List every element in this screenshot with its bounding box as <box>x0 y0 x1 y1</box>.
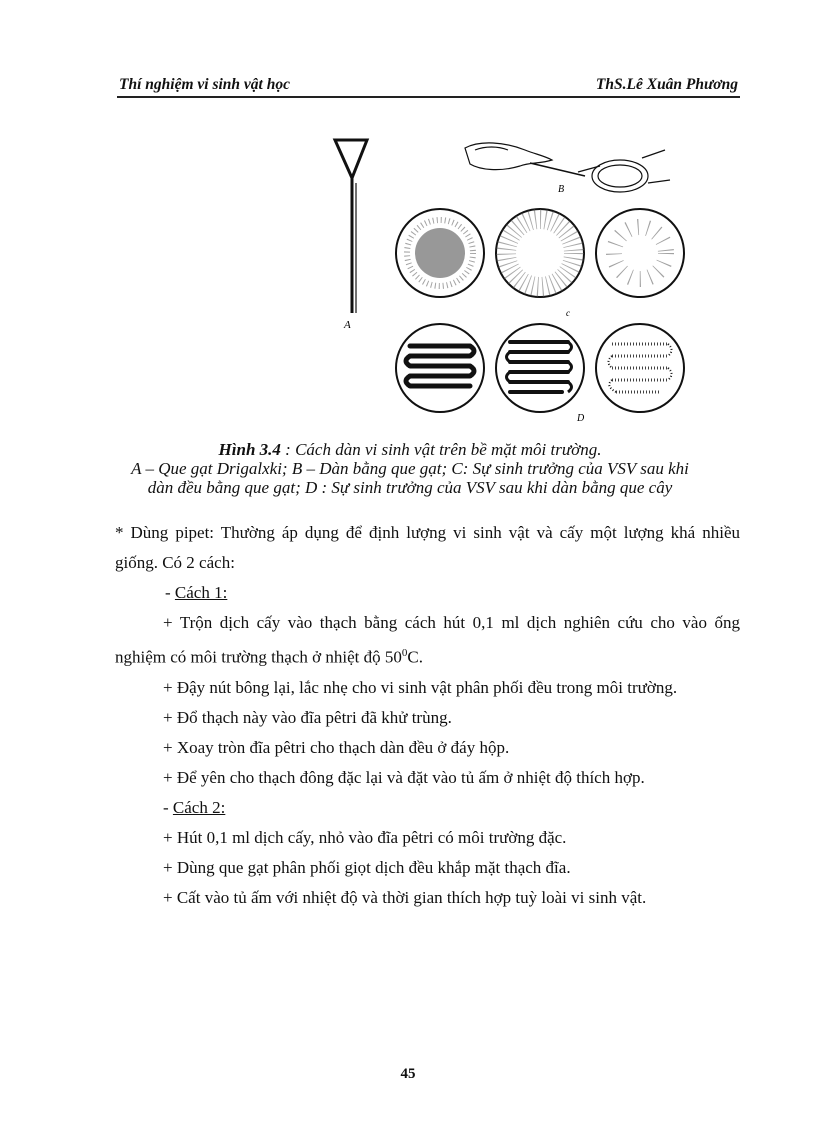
method-1-heading <box>115 578 740 608</box>
hand-spreading-illustration <box>465 143 670 192</box>
petri-dish-dense <box>396 209 484 297</box>
drigalski-spreader <box>335 140 367 313</box>
label-b: B <box>558 184 565 195</box>
figure-drawing <box>330 128 700 428</box>
method-2-heading <box>115 793 740 823</box>
petri-dish-streak-2 <box>496 324 584 412</box>
method-2-step-3: + Cất vào tủ ấm với nhiệt độ và thời gian thích hợp tuỳ loài vi sinh vật. <box>163 887 647 907</box>
superscript: 0 <box>401 647 408 659</box>
method-1-step-3: + Đổ thạch này vào đĩa pêtri đã khử trùng. <box>163 707 452 727</box>
petri-dish-streak-3 <box>596 324 684 412</box>
method-1-step-4: + Xoay tròn đĩa pêtri cho thạch dàn đều ở đáy hộp. <box>163 737 510 757</box>
method-1-prefix: - <box>165 583 175 602</box>
method-2-prefix: - <box>163 797 173 817</box>
step-text: + Trộn dịch cấy vào thạch bằng cách hút 0,1 ml dịch nghiên cứu cho vào ống nghiệm có môi trường thạch ở nhiệt độ 50 <box>115 613 740 667</box>
caption-line-3: dàn đều bằng que gạt; D : Sự sinh trưởng của VSV sau khi dàn bằng que cây <box>147 478 673 497</box>
method-2-step-2: + Dùng que gạt phân phối giọt dịch đều khắp mặt thạch đĩa. <box>163 857 571 877</box>
method-2-label: Cách 2: <box>172 797 226 817</box>
method-1-label: Cách 1: <box>174 583 228 602</box>
petri-dish-medium <box>496 209 584 297</box>
step-text-end: C. <box>407 647 423 667</box>
method-1-step-5: + Để yên cho thạch đông đặc lại và đặt vào tủ ấm ở nhiệt độ thích hợp. <box>163 767 645 787</box>
caption-title <box>80 440 740 459</box>
caption-line-2: A – Que gạt Drigalxki; B – Dàn bằng que gạt; C: Sự sinh trưởng của VSV sau khi <box>131 459 689 478</box>
page-number: 45 <box>400 1066 416 1082</box>
label-d: D <box>577 413 585 424</box>
body-text <box>115 518 740 913</box>
method-2-step-1: + Hút 0,1 ml dịch cấy, nhỏ vào đĩa pêtri có môi trường đặc. <box>163 827 567 847</box>
caption-title-text: : Cách dàn vi sinh vật trên bề mặt môi trường. <box>280 440 602 459</box>
header-author: ThS.Lê Xuân Phương <box>595 76 738 93</box>
method-1-step-2: + Đậy nút bông lại, lắc nhẹ cho vi sinh vật phân phối đều trong môi trường. <box>163 677 678 697</box>
label-c: c <box>566 308 570 318</box>
figure-illustration <box>330 128 700 428</box>
page-header <box>117 74 740 98</box>
caption-figure-number: Hình 3.4 <box>218 440 281 459</box>
method-1-step-1 <box>115 608 740 673</box>
paragraph-pipet: * Dùng pipet: Thường áp dụng để định lượng vi sinh vật và cấy một lượng khá nhiều giống. Có 2 cách: <box>115 523 740 572</box>
petri-dish-sparse <box>596 209 684 297</box>
header-title: Thí nghiệm vi sinh vật học <box>119 76 290 93</box>
label-a: A <box>344 319 351 331</box>
petri-dish-streak-1 <box>396 324 484 412</box>
figure-caption <box>80 440 740 497</box>
